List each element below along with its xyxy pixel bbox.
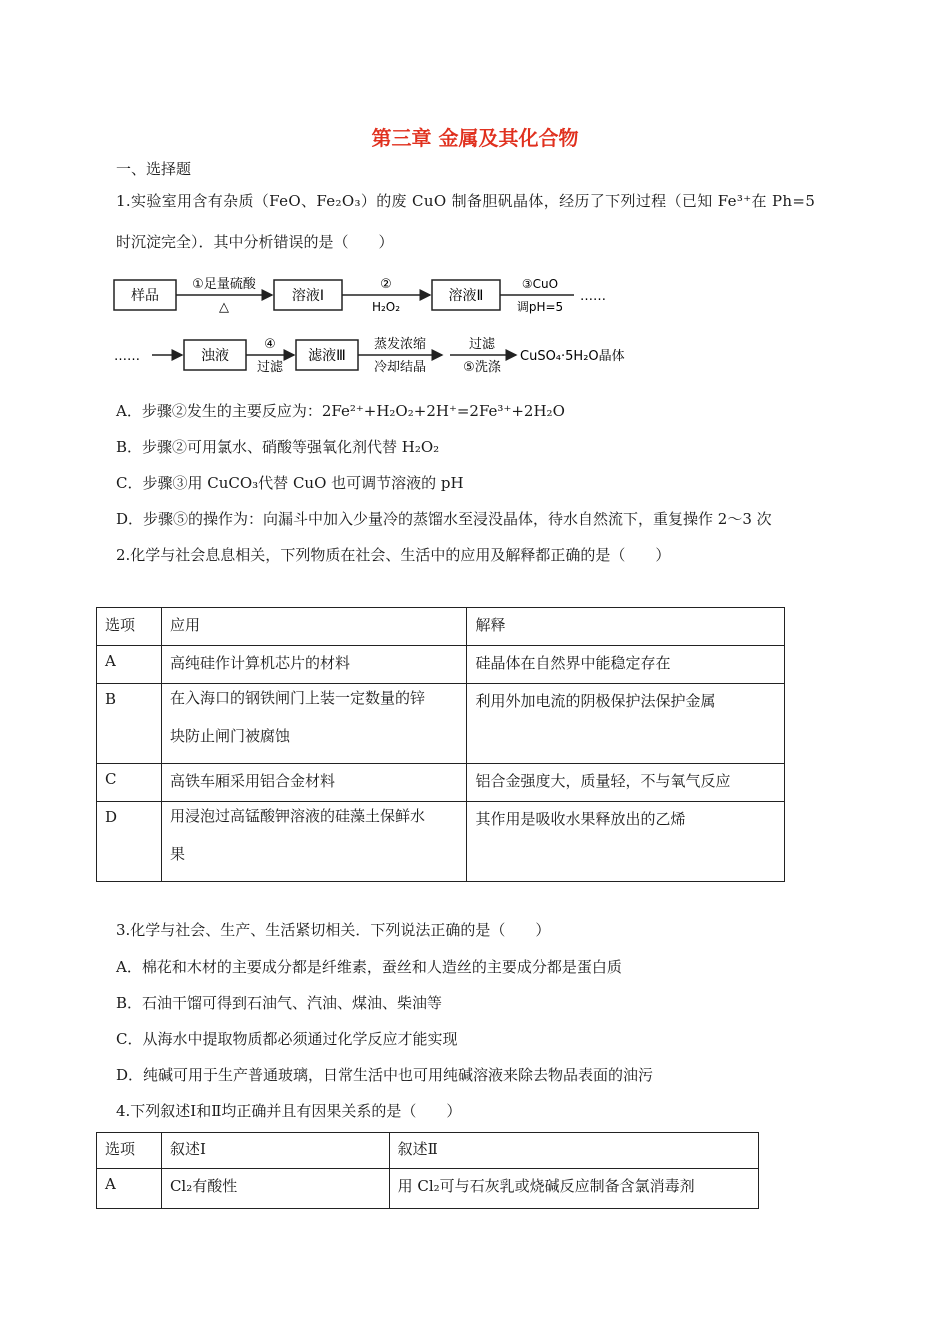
flow-continuation-dots-2: …… <box>114 349 140 364</box>
flow-solution1-label: 溶液Ⅰ <box>291 288 325 304</box>
flow-step2-label: ② <box>380 277 392 292</box>
header-option: 选项 <box>97 1133 162 1169</box>
flow-step1-condition: △ <box>219 300 229 315</box>
row-statement-2: 用 Cl₂可与石灰乳或烧碱反应制备含氯消毒剂 <box>389 1169 758 1209</box>
page-title: 第三章 金属及其化合物 <box>371 126 579 150</box>
q1-option-d: D．步骤⑤的操作为：向漏斗中加入少量冷的蒸馏水至浸没晶体，待水自然流下，重复操作 2～3 次 <box>116 510 772 528</box>
table-row <box>97 684 785 764</box>
row-option: B <box>97 684 162 764</box>
flow-filter-label: 过滤 <box>468 337 496 352</box>
row-option: D <box>97 802 162 882</box>
flow-product-label: CuSO₄·5H₂O晶体 <box>520 349 625 364</box>
flow-step3-label: ③CuO <box>521 277 559 291</box>
row-option: A <box>97 646 162 684</box>
flow-sample-label: 样品 <box>131 288 159 304</box>
q2-table <box>96 607 785 882</box>
q1-option-b: B．步骤②可用氯水、硝酸等强氧化剂代替 H₂O₂ <box>116 438 440 456</box>
flow-step4-label: ④ <box>264 337 276 352</box>
header-explanation: 解释 <box>467 608 785 646</box>
q3-option-c: C．从海水中提取物质都必须通过化学反应才能实现 <box>116 1030 458 1048</box>
table-header-row <box>97 1133 759 1169</box>
row-explanation: 铝合金强度大，质量轻，不与氧气反应 <box>467 764 785 802</box>
flow-step4-operation: 过滤 <box>256 360 284 375</box>
flow-step2-reagent: H₂O₂ <box>371 300 401 314</box>
row-statement-1: Cl₂有酸性 <box>161 1169 389 1209</box>
flow-filtrate-label: 滤液Ⅲ <box>308 348 346 364</box>
row-application: 在入海口的钢铁闸门上装一定数量的锌 块防止闸门被腐蚀 <box>161 684 467 764</box>
q3-option-b: B．石油干馏可得到石油气、汽油、煤油、柴油等 <box>116 994 443 1012</box>
row-application: 用浸泡过高锰酸钾溶液的硅藻土保鲜水 果 <box>161 802 467 882</box>
flow-step1-label: ①足量硫酸 <box>192 277 256 292</box>
flow-turbid-label: 浊液 <box>201 348 229 364</box>
header-statement-2: 叙述Ⅱ <box>389 1133 758 1169</box>
row-option: C <box>97 764 162 802</box>
row-explanation: 硅晶体在自然界中能稳定存在 <box>467 646 785 684</box>
row-explanation: 其作用是吸收水果释放出的乙烯 <box>467 802 785 882</box>
q3-option-a: A．棉花和木材的主要成分都是纤维素，蚕丝和人造丝的主要成分都是蛋白质 <box>116 958 622 976</box>
table-header-row <box>97 608 785 646</box>
q1-process-flowchart <box>112 268 652 380</box>
header-statement-1: 叙述Ⅰ <box>161 1133 389 1169</box>
flow-step3-condition: 调pH=5 <box>516 300 564 314</box>
header-option: 选项 <box>97 608 162 646</box>
row-option: A <box>97 1169 162 1209</box>
flow-crystallization-label: 冷却结晶 <box>373 360 427 375</box>
section-heading: 一、选择题 <box>116 160 192 178</box>
row-application: 高纯硅作计算机芯片的材料 <box>161 646 467 684</box>
q3-stem: 3.化学与社会、生产、生活紧切相关．下列说法正确的是（ ） <box>116 921 551 939</box>
table-row <box>97 1169 759 1209</box>
flow-continuation-dots: …… <box>580 289 606 304</box>
header-application: 应用 <box>161 608 467 646</box>
q4-table <box>96 1132 759 1209</box>
q1-stem-line1: 1.实验室用含有杂质（FeO、Fe₂O₃）的废 CuO 制备胆矾晶体，经历了下列过程（已知 Fe³⁺在 Ph=5 <box>116 192 816 210</box>
flow-wash-label: ⑤洗涤 <box>463 360 501 375</box>
flow-evaporation-label: 蒸发浓缩 <box>373 337 427 352</box>
table-row <box>97 802 785 882</box>
q2-stem: 2.化学与社会息息相关，下列物质在社会、生活中的应用及解释都正确的是（ ） <box>116 546 671 564</box>
q1-option-c: C．步骤③用 CuCO₃代替 CuO 也可调节溶液的 pH <box>116 474 464 492</box>
q1-stem-line2: 时沉淀完全）．其中分析错误的是（ ） <box>116 233 394 251</box>
q4-stem: 4.下列叙述Ⅰ和Ⅱ均正确并且有因果关系的是（ ） <box>116 1102 462 1120</box>
flow-solution2-label: 溶液Ⅱ <box>448 288 484 304</box>
row-explanation: 利用外加电流的阴极保护法保护金属 <box>467 684 785 764</box>
row-application: 高铁车厢采用铝合金材料 <box>161 764 467 802</box>
q3-option-d: D．纯碱可用于生产普通玻璃，日常生活中也可用纯碱溶液来除去物品表面的油污 <box>116 1066 654 1084</box>
q1-option-a: A．步骤②发生的主要反应为：2Fe²⁺+H₂O₂+2H⁺=2Fe³⁺+2H₂O <box>116 402 565 420</box>
